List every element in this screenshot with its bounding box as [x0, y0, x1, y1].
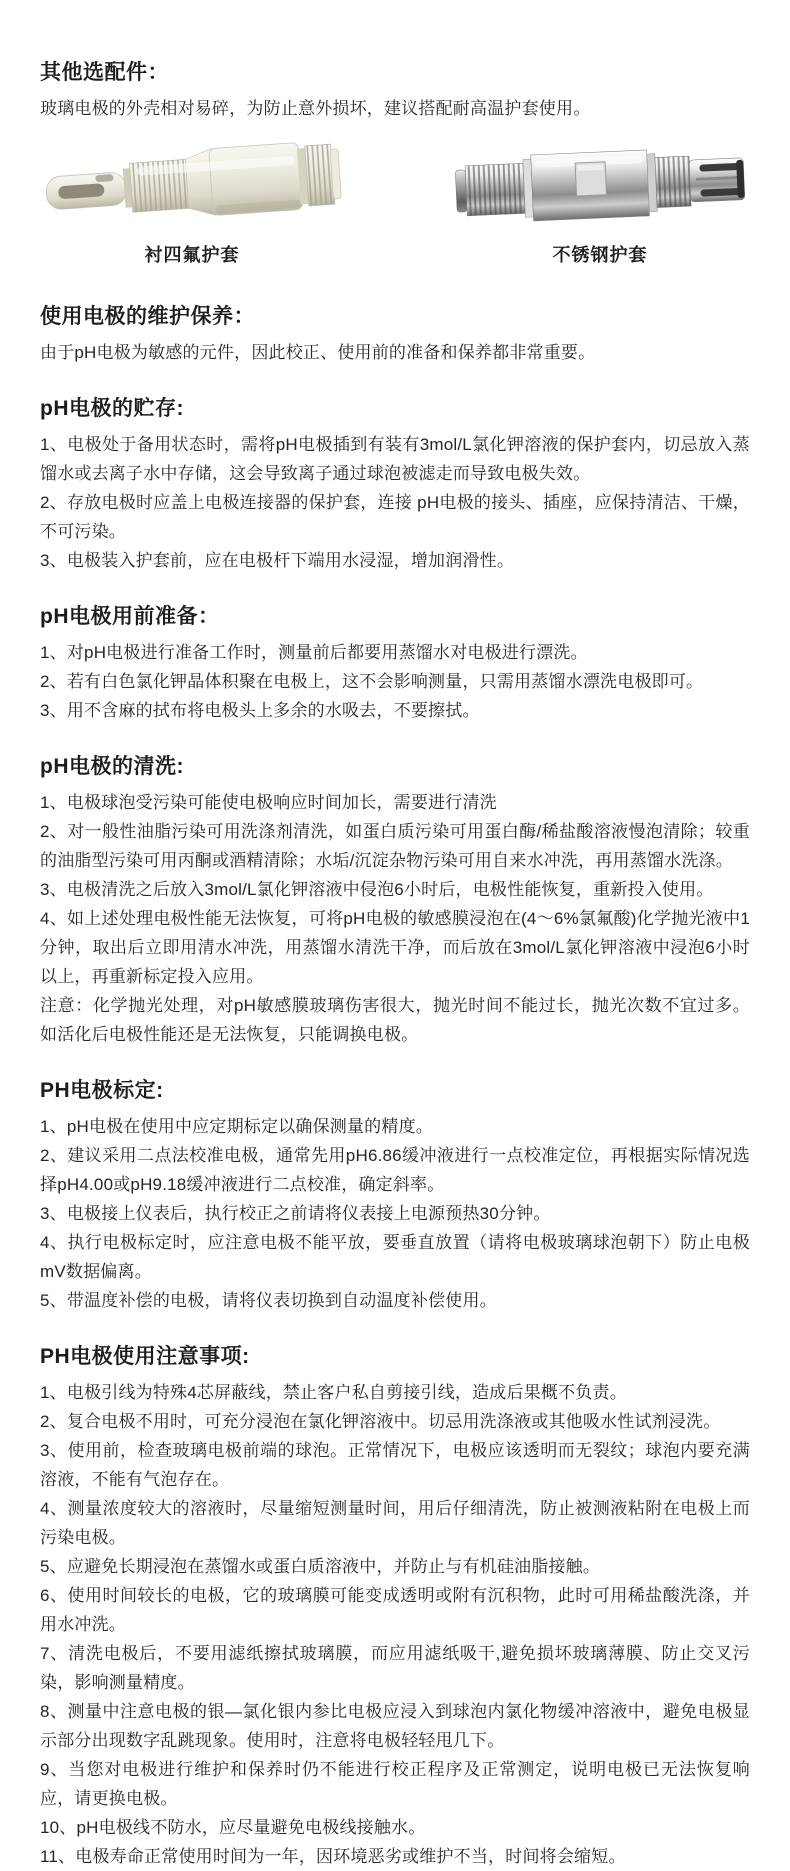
- list-item: 5、应避免长期浸泡在蒸馏水或蛋白质溶液中，并防止与有机硅油脂接触。: [40, 1557, 601, 1576]
- figure-ptfe-sleeve: [42, 137, 342, 267]
- list-item: 7、清洗电极后，不要用滤纸擦拭玻璃膜，而应用滤纸吸干,避免损坏玻璃薄膜、防止交叉污染，影响测量精度。: [40, 1644, 750, 1692]
- stainless-sleeve-caption: 不锈钢护套: [552, 245, 648, 265]
- list-item: 2、复合电极不用时，可充分浸泡在氯化钾溶液中。切忌用洗涤液或其他吸水性试剂浸洗。: [40, 1412, 721, 1431]
- accessories-intro: 玻璃电极的外壳相对易碎，为防止意外损坏，建议搭配耐高温护套使用。: [40, 99, 591, 118]
- list-item: 3、电极装入护套前，应在电极杆下端用水浸湿，增加润滑性。: [40, 551, 515, 570]
- section-preparation: [40, 604, 750, 725]
- list-item: 8、测量中注意电极的银—氯化银内参比电极应浸入到球泡内氯化物缓冲溶液中，避免电极显示部分出现数字乱跳现象。使用时，注意将电极轻轻甩几下。: [40, 1702, 750, 1750]
- maintenance-intro: 由于pH电极为敏感的元件，因此校正、使用前的准备和保养都非常重要。: [40, 343, 596, 362]
- list-item: 3、电极接上仪表后，执行校正之前请将仪表接上电源预热30分钟。: [40, 1204, 551, 1223]
- list-item: 3、用不含麻的拭布将电极头上多余的水吸去，不要擦拭。: [40, 701, 480, 720]
- section-calibration: [40, 1078, 750, 1315]
- list-item: 1、pH电极在使用中应定期标定以确保测量的精度。: [40, 1117, 433, 1136]
- list-item: 11、电极寿命正常使用时间为一年，因环境恶劣或维护不当，时间将会缩短。: [40, 1847, 626, 1866]
- section-storage: [40, 396, 750, 575]
- preparation-heading: pH电极用前准备：: [40, 605, 220, 628]
- stainless-sleeve-image: [452, 137, 748, 229]
- list-item: 1、电极球泡受污染可能使电极响应时间加长，需要进行清洗: [40, 793, 497, 812]
- list-item: 4、测量浓度较大的溶液时，尽量缩短测量时间，用后仔细清洗，防止被测液粘附在电极上而污染电极。: [40, 1499, 750, 1547]
- cleaning-note: 注意：化学抛光处理，对pH敏感膜玻璃伤害很大，抛光时间不能过长，抛光次数不宜过多。如活化后电极性能还是无法恢复，只能调换电极。: [40, 996, 750, 1044]
- list-item: 3、电极清洗之后放入3mol/L氯化钾溶液中侵泡6小时后，电极性能恢复，重新投入使用。: [40, 880, 714, 899]
- section-accessories: [40, 60, 750, 275]
- list-item: 5、带温度补偿的电极，请将仪表切换到自动温度补偿使用。: [40, 1291, 497, 1310]
- list-item: 4、执行电极标定时，应注意电极不能平放，要垂直放置（请将电极玻璃球泡朝下）防止电极mV数据偏离。: [40, 1233, 750, 1281]
- ptfe-sleeve-caption: 衬四氟护套: [144, 245, 240, 265]
- section-cleaning: [40, 754, 750, 1049]
- list-item: 2、若有白色氯化钾晶体积聚在电极上，这不会影响测量，只需用蒸馏水漂洗电极即可。: [40, 672, 704, 691]
- section-maintenance: [40, 304, 750, 367]
- list-item: 1、电极引线为特殊4芯屏蔽线，禁止客户私自剪接引线，造成后果概不负责。: [40, 1383, 627, 1402]
- list-item: 2、对一般性油脂污染可用洗涤剂清洗，如蛋白质污染可用蛋白酶/稀盐酸溶液慢泡清除；较重的油脂型污染可用丙酮或酒精清除；水垢/沉淀杂物污染可用自来水冲洗，再用蒸馏水洗涤。: [40, 822, 750, 870]
- maintenance-heading: 使用电极的维护保养：: [40, 305, 255, 328]
- list-item: 2、存放电极时应盖上电极连接器的保护套，连接 pH电极的接头、插座，应保持清洁、干燥，不可污染。: [40, 493, 750, 541]
- list-item: 6、使用时间较长的电极，它的玻璃膜可能变成透明或附有沉积物，此时可用稀盐酸洗涤，并用水冲洗。: [40, 1586, 750, 1634]
- list-item: 1、电极处于备用状态时，需将pH电极插到有装有3mol/L氯化钾溶液的保护套内，切忌放入蒸馏水或去离子水中存储，这会导致离子通过球泡被滤走而导致电极失效。: [40, 435, 750, 483]
- accessory-figures: [40, 137, 750, 267]
- precautions-heading: PH电极使用注意事项:: [40, 1345, 250, 1368]
- section-precautions: [40, 1344, 750, 1871]
- list-item: 10、pH电极线不防水，应尽量避免电极线接触水。: [40, 1818, 426, 1837]
- list-item: 1、对pH电极进行准备工作时，测量前后都要用蒸馏水对电极进行漂洗。: [40, 643, 588, 662]
- list-item: 2、建议采用二点法校准电极，通常先用pH6.86缓冲液进行一点校准定位，再根据实际情况选择pH4.00或pH9.18缓冲液进行二点校准，确定斜率。: [40, 1146, 750, 1194]
- figure-stainless-sleeve: [452, 137, 748, 267]
- list-item: 3、使用前，检查玻璃电极前端的球泡。正常情况下，电极应该透明而无裂纹；球泡内要充满溶液，不能有气泡存在。: [40, 1441, 750, 1489]
- list-item: 4、如上述处理电极性能无法恢复，可将pH电极的敏感膜浸泡在(4～6%氯氟酸)化学抛光液中1分钟，取出后立即用清水冲洗，用蒸馏水清洗干净，而后放在3mol/L氯化钾溶液中浸泡6小时以上，再重新标定投入应用。: [40, 909, 750, 986]
- calibration-heading: PH电极标定:: [40, 1079, 164, 1102]
- cleaning-heading: pH电极的清洗:: [40, 755, 184, 778]
- accessories-heading: 其他选配件：: [40, 61, 169, 84]
- storage-heading: pH电极的贮存:: [40, 397, 184, 420]
- list-item: 9、当您对电极进行维护和保养时仍不能进行校正程序及正常测定，说明电极已无法恢复响应，请更换电极。: [40, 1760, 750, 1808]
- ptfe-sleeve-image: [42, 137, 342, 229]
